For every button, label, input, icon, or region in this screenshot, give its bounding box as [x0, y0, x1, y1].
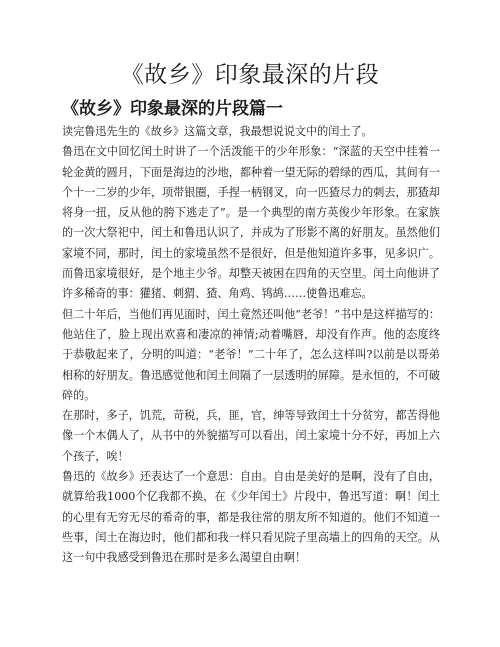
section-heading: 《故乡》印象最深的片段篇一: [62, 99, 283, 119]
paragraph-memory: 鲁迅在文中回忆闰土时讲了一个活泼能干的少年形象：“深蓝的天空中挂着一轮金黄的圆月，下面是海边的沙地，都种着一望无际的碧绿的西瓜，其间有一个十一二岁的少年，项带银圈，手捏一柄钢叉，向一匹猹尽力的刺去，那猹却将身一扭，反从他的胯下逃走了”。是一个典型的南方英俊少年形象。在家族的一次大祭祀中，闰土和鲁迅认识了，并成为了形影不离的好朋友。虽然他们家境不同，那时，闰土的家境虽然不是很好，但是他知道许多事，见多识广。而鲁迅家境很好，是个地主少爷。却整天被困在四角的天空里。闰土向他讲了许多稀奇的事：獾猪、刺猬、猹、角鸡、鸨鸪……使鲁迅难忘。: [62, 145, 440, 301]
page-title: 《故乡》印象最深的片段: [120, 62, 380, 88]
paragraph-freedom: 鲁迅的《故乡》还表达了一个意思：自由。自由是美好的是啊，没有了自由，就算给我1000个亿我都不换，在《少年闰土》片段中，鲁迅写道：啊！闰土的心里有无穷无尽的希奇的事，都是我往常的朋友所不知道的。他们不知道一些事，闰土在海边时，他们都和我一样只看见院子里高墙上的四角的天空。从这一句中我感受到鲁迅在那时是多么渴望自由啊！: [62, 470, 440, 565]
article-body: [62, 122, 440, 569]
paragraph-reunion: 但二十年后，当他们再见面时，闰土竟然还叫他“老爷！”书中是这样描写的：他站住了，脸上现出欢喜和凄凉的神情;动着嘴唇，却没有作声。他的态度终于恭敬起来了，分明的叫道：“老爷！”二十年了，怎么这样叫?以前是以哥弟相称的好朋友。鲁迅感觉他和闰土间隔了一层透明的屏障。是永恒的，不可破碎的。: [62, 307, 440, 402]
paragraph-intro: 读完鲁迅先生的《故乡》这篇文章，我最想说说文中的闰土了。: [62, 125, 373, 138]
paragraph-poverty: 在那时，多子，饥荒，苛税，兵，匪，官，绅等导致闰土十分贫穷，都苦得他像一个木偶人了，从书中的外貌描写可以看出，闰土家境十分不好，再加上六个孩子，唉！: [62, 409, 440, 463]
